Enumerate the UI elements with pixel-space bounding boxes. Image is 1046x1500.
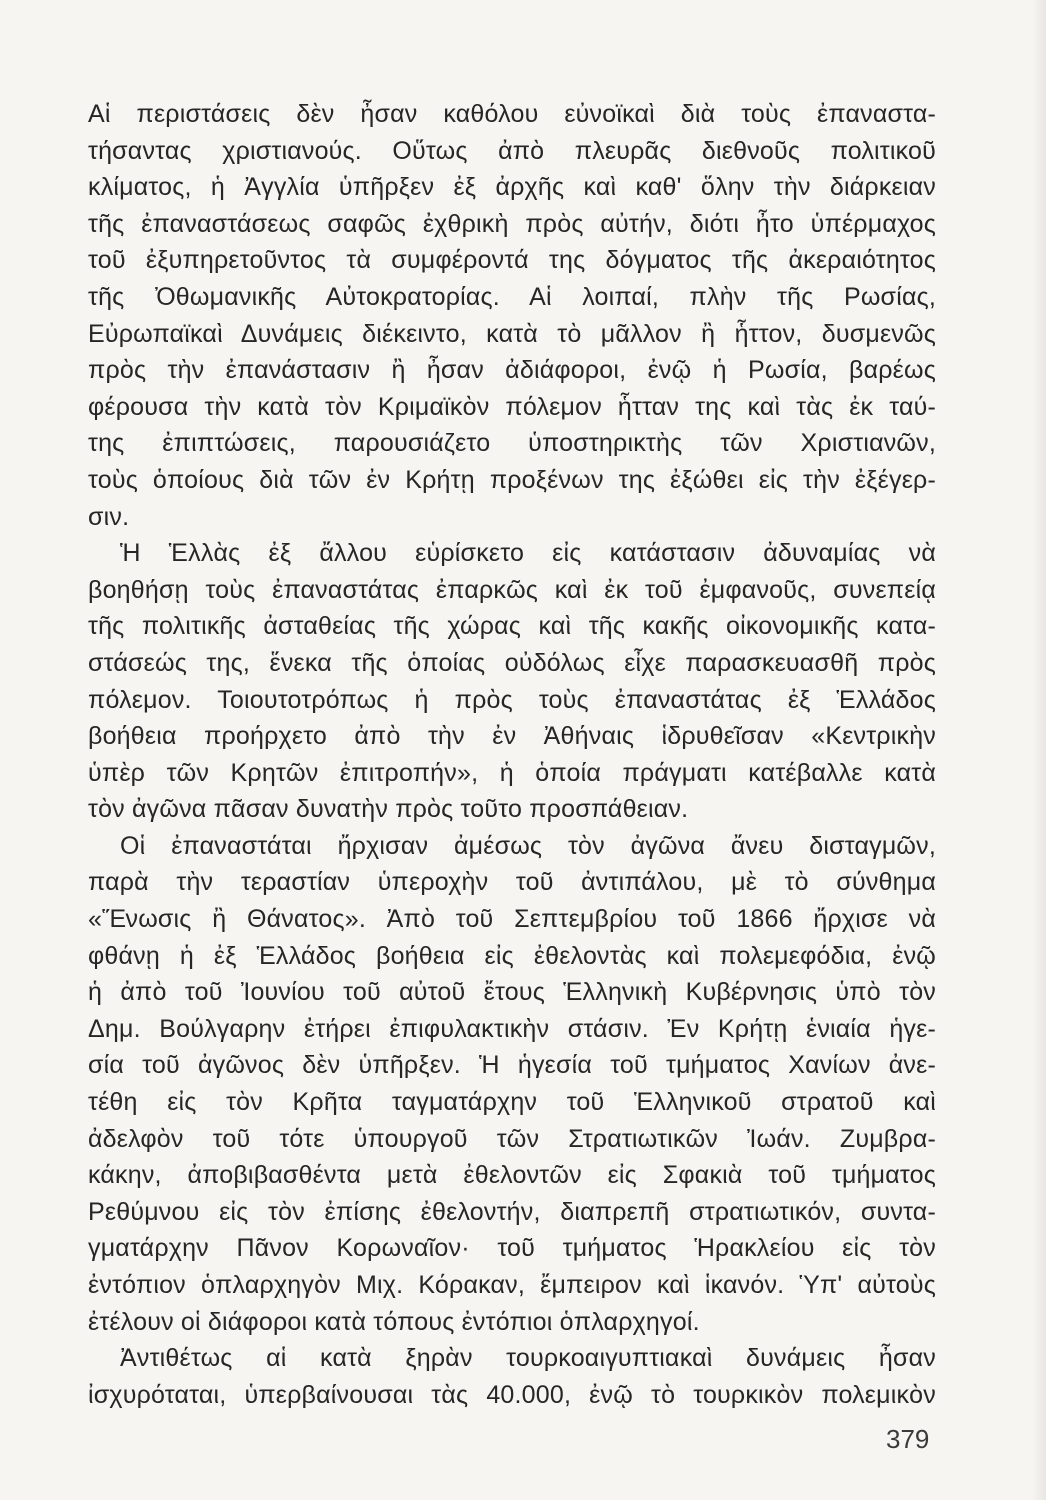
text-line: παρὰ τὴν τεραστίαν ὑπεροχὴν τοῦ ἀντιπάλου, μὲ τὸ σύνθημα [88,868,936,897]
text-line: ὑπὲρ τῶν Κρητῶν ἐπιτροπήν», ἡ ὁποία πράγματι κατέβαλλε κατὰ [88,758,936,787]
text-line: τῆς Ὀθωμανικῆς Αὐτοκρατορίας. Αἱ λοιπαί, πλὴν τῆς Ρωσίας, [88,282,936,311]
text-line: ἡ ἀπὸ τοῦ Ἰουνίου τοῦ αὐτοῦ ἔτους Ἑλληνικὴ Κυβέρνησις ὑπὸ τὸν [88,978,936,1007]
text-line: πόλεμον. Τοιουτοτρόπως ἡ πρὸς τοὺς ἐπαναστάτας ἐξ Ἑλλάδος [88,685,936,714]
text-line: φέρουσα τὴν κατὰ τὸν Κριμαϊκὸν πόλεμον ἧτταν της καὶ τὰς ἐκ ταύ- [88,392,936,421]
text-line: φθάνῃ ἡ ἐξ Ἑλλάδος βοήθεια εἰς ἐθελοντὰς καὶ πολεμεφόδια, ἐνῷ [88,941,936,970]
text-line: στάσεώς της, ἕνεκα τῆς ὁποίας οὐδόλως εἶχε παρασκευασθῆ πρὸς [88,648,936,677]
text-line: γματάρχην Πᾶνον Κορωναῖον· τοῦ τμήματος Ἡρακλείου εἰς τὸν [88,1234,936,1263]
text-line: τοῦ ἐξυπηρετοῦντος τὰ συμφέροντά της δόγματος τῆς ἀκεραιότητος [88,246,936,275]
text-line: τῆς ἐπαναστάσεως σαφῶς ἐχθρικὴ πρὸς αὐτήν, διότι ἦτο ὑπέρμαχος [88,209,936,238]
text-line: σία τοῦ ἀγῶνος δὲν ὑπῆρξεν. Ἡ ἡγεσία τοῦ τμήματος Χανίων ἀνε- [88,1051,936,1080]
text-line: Ρεθύμνου εἰς τὸν ἐπίσης ἐθελοντήν, διαπρεπῆ στρατιωτικόν, συντα- [88,1197,936,1226]
text-line: Δημ. Βούλγαρην ἐτήρει ἐπιφυλακτικὴν στάσιν. Ἐν Κρήτῃ ἑνιαία ἡγε- [88,1014,936,1043]
text-line: κλίματος, ἡ Ἀγγλία ὑπῆρξεν ἐξ ἀρχῆς καὶ καθ' ὅλην τὴν διάρκειαν [88,173,936,202]
page-edge-shadow [1032,0,1046,1500]
text-line: βοήθεια προήρχετο ἀπὸ τὴν ἐν Ἀθήναις ἱδρυθεῖσαν «Κεντρικὴν [88,722,936,751]
text-line: Οἱ ἐπαναστάται ἤρχισαν ἀμέσως τὸν ἀγῶνα ἄνευ δισταγμῶν, [120,831,936,860]
text-line: ἀδελφὸν τοῦ τότε ὑπουργοῦ τῶν Στρατιωτικῶν Ἰωάν. Ζυμβρα- [88,1124,936,1153]
text-line: ἰσχυρόταται, ὑπερβαίνουσαι τὰς 40.000, ἐνῷ τὸ τουρκικὸν πολεμικὸν [88,1380,936,1409]
text-line: ἐντόπιον ὁπλαρχηγὸν Μιχ. Κόρακαν, ἔμπειρον καὶ ἱκανόν. Ὑπ' αὐτοὺς [88,1271,936,1299]
text-line: τὸν ἀγῶνα πᾶσαν δυνατὴν πρὸς τοῦτο προσπάθειαν. [88,795,689,824]
text-line: της ἐπιπτώσεις, παρουσιάζετο ὑποστηρικτὴς τῶν Χριστιανῶν, [88,429,936,458]
text-line: τοὺς ὁποίους διὰ τῶν ἐν Κρήτῃ προξένων της ἐξώθει εἰς τὴν ἐξέγερ- [88,465,936,494]
page-number: 379 [886,1424,930,1454]
text-line: πρὸς τὴν ἐπανάστασιν ἢ ἦσαν ἀδιάφοροι, ἐνῷ ἡ Ρωσία, βαρέως [88,356,936,385]
text-line: «Ἕνωσις ἢ Θάνατος». Ἀπὸ τοῦ Σεπτεμβρίου τοῦ 1866 ἤρχισε νὰ [88,905,936,934]
text-line: σιν. [88,502,130,531]
text-line: τήσαντας χριστιανούς. Οὕτως ἀπὸ πλευρᾶς διεθνοῦς πολιτικοῦ [88,136,936,165]
text-line: τέθη εἰς τὸν Κρῆτα ταγματάρχην τοῦ Ἑλληνικοῦ στρατοῦ καὶ [88,1088,936,1117]
text-line: Ἡ Ἑλλὰς ἐξ ἄλλου εὑρίσκετο εἰς κατάστασιν ἀδυναμίας νὰ [120,539,936,568]
text-line: Ἀντιθέτως αἱ κατὰ ξηρὰν τουρκοαιγυπτιακαὶ δυνάμεις ἦσαν [120,1344,936,1373]
text-line: Εὐρωπαϊκαὶ Δυνάμεις διέκειντο, κατὰ τὸ μᾶλλον ἢ ἧττον, δυσμενῶς [88,319,936,348]
text-line: τῆς πολιτικῆς ἀσταθείας τῆς χώρας καὶ τῆς κακῆς οἰκονομικῆς κατα- [88,612,936,641]
text-line: βοηθήσῃ τοὺς ἐπαναστάτας ἐπαρκῶς καὶ ἐκ τοῦ ἐμφανοῦς, συνεπείᾳ [88,575,936,604]
body-text [88,96,936,1413]
text-line: Αἱ περιστάσεις δὲν ἦσαν καθόλου εὐνοϊκαὶ διὰ τοὺς ἐπαναστα- [88,100,936,128]
text-line: ἐτέλουν οἱ διάφοροι κατὰ τόπους ἐντόπιοι ὁπλαρχηγοί. [88,1307,700,1336]
text-line: κάκην, ἀποβιβασθέντα μετὰ ἐθελοντῶν εἰς Σφακιὰ τοῦ τμήματος [88,1161,936,1190]
